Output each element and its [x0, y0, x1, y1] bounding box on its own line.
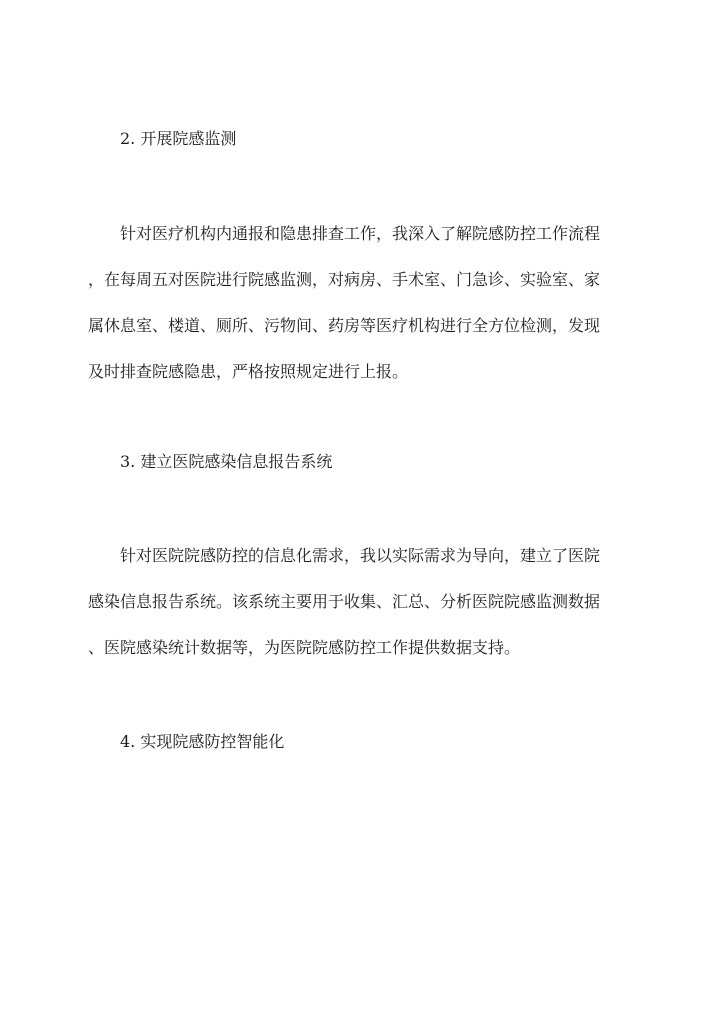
- paragraph-line: 、医院感染统计数据等，为医院院感防控工作提供数据支持。: [88, 638, 521, 657]
- paragraph-line: ，在每周五对医院进行院感监测，对病房、手术室、门急诊、实验室、家: [88, 270, 601, 289]
- section-heading-3: 3. 建立医院感染信息报告系统: [120, 452, 333, 471]
- paragraph-line: 属休息室、楼道、厕所、污物间、药房等医疗机构进行全方位检测，发现: [88, 316, 601, 335]
- paragraph-line: 针对医院院感防控的信息化需求，我以实际需求为导向，建立了医院: [120, 546, 601, 565]
- paragraph-line: 针对医疗机构内通报和隐患排查工作，我深入了解院感防控工作流程: [120, 224, 601, 243]
- paragraph-line: 感染信息报告系统。该系统主要用于收集、汇总、分析医院院感监测数据: [88, 592, 601, 611]
- paragraph-line: 及时排查院感隐患，严格按照规定进行上报。: [88, 362, 409, 381]
- paragraph-infection-monitoring: [88, 223, 633, 407]
- section-heading-2: 2. 开展院感监测: [120, 129, 237, 148]
- paragraph-report-system: [88, 545, 633, 683]
- section-heading-4: 4. 实现院感防控智能化: [120, 732, 285, 751]
